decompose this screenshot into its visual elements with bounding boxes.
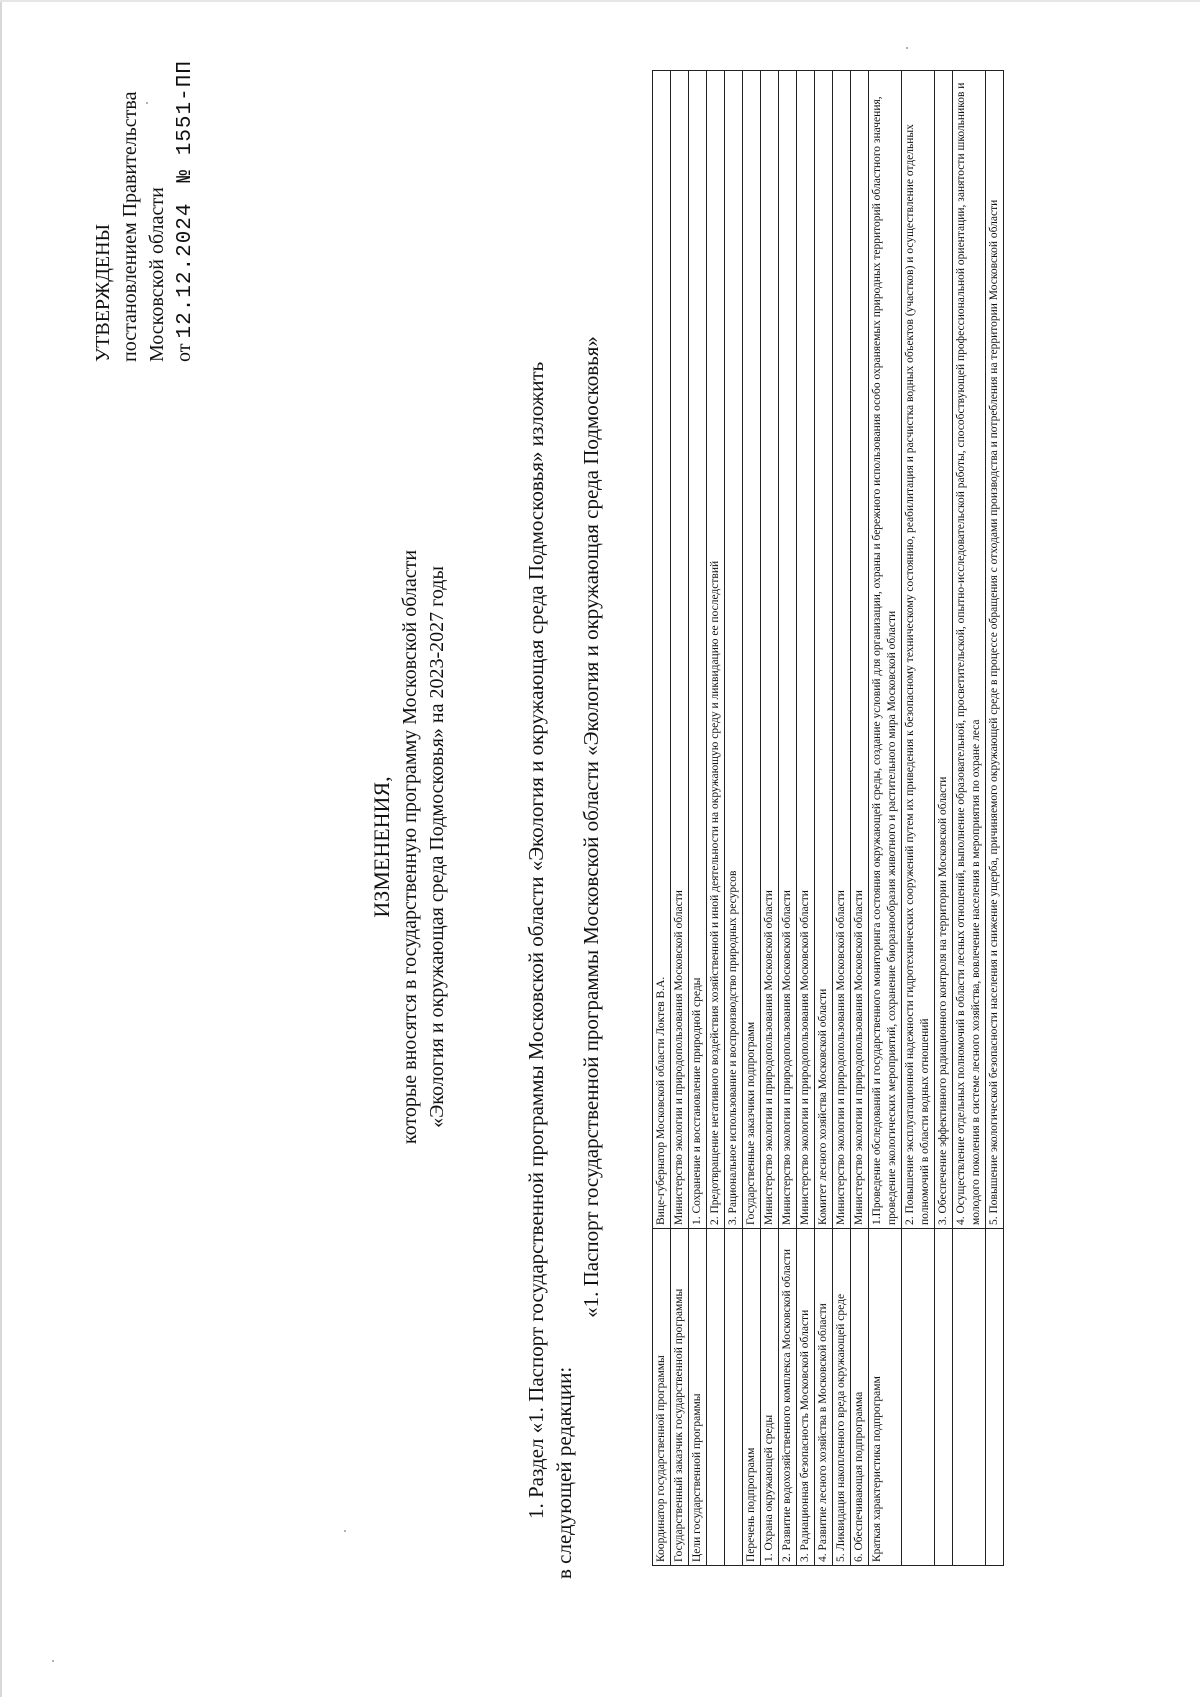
table-cell-value: 4. Осуществление отдельных полномочий в области лесных отношений, выполнение образовательной, просветительской, опытно-исследовательской работы, способствующей профессиональной ориентации, занятости школьников и молодого поколения в системе лесного хозяйства, вовлечение населения в мероприятия по охране леса: [953, 71, 986, 1229]
table-cell-value: Министерство экологии и природопользования Московской области: [761, 71, 779, 1229]
table-cell-label: [953, 1229, 986, 1566]
table-cell-label: 5. Ликвидация накопленного вреда окружающей среде: [833, 1229, 851, 1566]
section-intro-line: в следующей редакции:: [552, 1366, 576, 1579]
table-cell-label: 6. Обеспечивающая подпрограмма: [851, 1229, 869, 1566]
table-row: [761, 71, 779, 1566]
table-cell-value: 3. Рациональное использование и воспроизводство природных ресурсов: [725, 71, 743, 1229]
table-cell-label: 2. Развитие водохозяйственного комплекса Московской области: [779, 1229, 797, 1566]
table-cell-label: 1. Охрана окружающей среды: [761, 1229, 779, 1566]
table-cell-label: [902, 1229, 935, 1566]
table-row: [851, 71, 869, 1566]
approval-line: постановлением Правительства: [119, 91, 141, 362]
table-cell-value: 2. Повышение эксплуатационной надежности гидротехнических сооружений путем их приведения к безопасному техническому состоянию, реабилитация и расчистка водных объектов (участков) и осуществление отдельных полномочий в области водных отношений: [902, 71, 935, 1229]
table-row: [902, 71, 935, 1566]
table-cell-value: 5. Повышение экологической безопасности населения и снижение ущерба, причиняемого окружающей среде в процессе обращения с отходами производства и потребления на территории Московской области: [986, 71, 1004, 1229]
table-cell-value: Министерство экологии и природопользования Московской области: [671, 71, 689, 1229]
table-row: [707, 71, 725, 1566]
passport-heading: «1. Паспорт государственной программы Московской области «Экология и окружающая среда Подмосковья»: [579, 336, 603, 1318]
table-cell-label: [707, 1229, 725, 1566]
table-cell-value: 1. Сохранение и восстановление природной среды: [689, 71, 707, 1229]
table-row: [779, 71, 797, 1566]
passport-table: [652, 70, 1004, 1566]
approval-date: 12.12.2024: [174, 202, 197, 339]
document-title: ИЗМЕНЕНИЯ,: [369, 776, 394, 918]
section-intro: [522, 104, 578, 1579]
approval-heading: УТВЕРЖДЕНЫ: [92, 223, 114, 362]
table-row: [743, 71, 761, 1566]
document-subtitle: которые вносятся в государственную программу Московской области: [399, 549, 421, 1145]
table-cell-value: 2. Предотвращение негативного воздействия хозяйственной и иной деятельности на окружающую среду и ликвидацию ее последствий: [707, 71, 725, 1229]
table-cell-value: Министерство экологии и природопользования Московской области: [833, 71, 851, 1229]
table-row: [815, 71, 833, 1566]
table-cell-value: 1.Проведение обследований и государственного мониторинга состояния окружающей среды, создание условий для организации, охраны и бережного использования особо охраняемых природных территорий областного значения, проведение экологических мероприятий, сохранение биоразнообразия животного и растительного мира Московской области: [869, 71, 902, 1229]
table-cell-label: 3. Радиационная безопасность Московской области: [797, 1229, 815, 1566]
table-cell-value: Государственные заказчики подпрограмм: [743, 71, 761, 1229]
table-cell-value: Комитет лесного хозяйства Московской области: [815, 71, 833, 1229]
table-cell-value: Министерство экологии и природопользования Московской области: [779, 71, 797, 1229]
table-row: [797, 71, 815, 1566]
document-subtitle: «Экология и окружающая среда Подмосковья» на 2023-2027 годы: [426, 566, 448, 1128]
table-row: [833, 71, 851, 1566]
approval-number: № 1551-ПП: [174, 60, 197, 183]
table-cell-label: [986, 1229, 1004, 1566]
table-cell-value: Министерство экологии и природопользования Московской области: [851, 71, 869, 1229]
table-cell-value: Министерство экологии и природопользования Московской области: [797, 71, 815, 1229]
approval-line: Московской области: [146, 187, 168, 362]
table-row: [953, 71, 986, 1566]
table-cell-label: Перечень подпрограмм: [743, 1229, 761, 1566]
section-intro-line: 1. Раздел «1. Паспорт государственной программы Московской области «Экология и окружающая среда Подмосковья» изложить: [524, 361, 548, 1519]
table-cell-label: Координатор государственной программы: [653, 1229, 671, 1566]
table-cell-label: [725, 1229, 743, 1566]
table-row: [653, 71, 671, 1566]
table-row: [725, 71, 743, 1566]
passport-table-body: [653, 71, 1004, 1566]
table-row: [671, 71, 689, 1566]
table-row: [689, 71, 707, 1566]
table-cell-label: 4. Развитие лесного хозяйства в Московской области: [815, 1229, 833, 1566]
approval-date-line: [171, 22, 199, 362]
table-row: [935, 71, 953, 1566]
table-cell-label: Краткая характеристика подпрограмм: [869, 1229, 902, 1566]
approval-stamp: [90, 22, 199, 362]
table-cell-value: Вице-губернатор Московской области Локтев В.А.: [653, 71, 671, 1229]
table-row: [986, 71, 1004, 1566]
table-cell-label: [935, 1229, 953, 1566]
table-cell-label: Государственный заказчик государственной программы: [671, 1229, 689, 1566]
table-row: [869, 71, 902, 1566]
document-title-block: [368, 297, 451, 1397]
table-cell-label: Цели государственной программы: [689, 1229, 707, 1566]
table-cell-value: 3. Обеспечение эффективного радиационного контроля на территории Московской области: [935, 71, 953, 1229]
approval-date-prefix: от: [173, 343, 195, 362]
